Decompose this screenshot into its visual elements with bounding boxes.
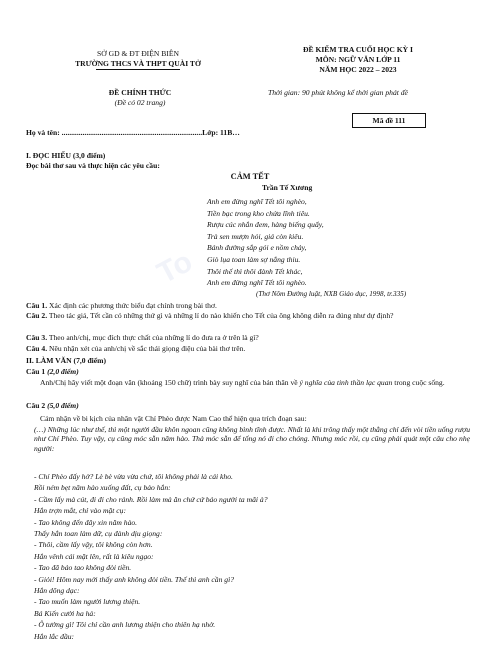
part2-q1-text-c: trong cuộc sống. [392,378,445,387]
poem-title: CẢM TẾT [230,172,270,181]
dialogue-line: Rồi ném bẹt năm hào xuống đất, cụ bảo hắn: [34,483,171,493]
part2-heading: II. LÀM VĂN (7,0 điểm) [26,356,107,365]
part2-q1-points: (2,0 điểm) [45,367,79,376]
dialogue-line: Hắn lắc đầu: [34,631,75,641]
part2-q2-points: (5,0 điểm) [45,401,79,410]
poem-source: (Thơ Nôm Đường luật, NXB Giáo dục, 1998, tr.335) [256,290,407,298]
poem-line: Bánh đường sắp gói e nồm chảy, [207,243,307,253]
question-2-label: Câu 2. [26,311,48,320]
poem-author: Trần Tế Xương [262,183,313,192]
dialogue-line: - Giỏi! Hôm nay mới thấy anh không đòi tiền. Thế thì anh cần gì? [34,574,234,584]
name-class-line: Họ và tên: ..........................................................................Lớp: 11B… [26,128,240,137]
question-3 [26,333,470,342]
pages-note: (Đề có 02 trang) [114,98,166,107]
official-label: ĐỀ CHÍNH THỨC [108,88,172,97]
part2-q1-heading [26,367,79,376]
dialogue-line: Hắn vênh cái mặt lên, rất là kiêu ngạo: [34,551,154,561]
poem-body [207,196,324,289]
dialogue-line: - Chí Phèo đấy hở? Lè bè vừa vừa chứ, tôi không phải là cái kho. [34,472,233,481]
exam-code-box: Mã đề 111 [352,113,426,128]
watermark: To [151,244,198,291]
part1-instruction: Đọc bài thơ sau và thực hiện các yêu cầu: [26,161,160,170]
poem-line: Anh em đừng nghĩ Tết tôi nghèo. [207,278,307,288]
part2-q1-text-b: ý nghĩa của tinh thần lạc quan [299,378,393,387]
dialogue-line: - Cầm lấy mà cút, đi đi cho rảnh. Rồi làm mà ăn chứ cứ báo người ta mãi à? [34,494,268,504]
part2-q1-text-a: Anh/Chị hãy viết một đoạn văn (khoảng 150 chữ) trình bày suy nghĩ của bản thân về [40,378,300,387]
question-1 [26,301,470,310]
question-1-text: Xác định các phương thức biểu đạt chính trong bài thơ. [47,301,217,310]
poem-line: Giò lụa toan làm sợ nắng thiu. [207,254,301,264]
question-4-text: Nêu nhận xét của anh/chị về sắc thái giọng điệu của bài thơ trên. [47,344,246,353]
poem-line: Rượu cúc nhắn đem, hàng biếng quẩy, [207,220,324,230]
excerpt-dialogue [34,471,268,642]
school-underline [96,69,180,70]
question-2-text: Theo tác giả, Tết cần có những thứ gì và những lí do nào khiến cho Tết của ông không diễn ra đúng như dự định? [47,311,394,320]
question-1-label: Câu 1. [26,301,48,310]
part2-q2-text: Cảm nhận về bi kịch của nhân vật Chí Phèo được Nam Cao thể hiện qua trích đoạn sau: [40,414,307,423]
part1-heading: I. ĐỌC HIỂU (3,0 điểm) [26,151,106,160]
exam-subject: MÔN: NGỮ VĂN LỚP 11 [315,55,401,64]
dept-name: SỞ GD & ĐT ĐIỆN BIÊN [97,49,179,58]
question-3-text: Theo anh/chị, mục đích thực chất của những lí do đưa ra ở trên là gì? [47,333,259,342]
dialogue-line: Bá Kiến cười ha hả: [34,608,96,618]
dialogue-line: - Tao muốn làm người lương thiện. [34,597,141,607]
question-2 [26,311,470,320]
dialogue-line: - Tao đã bảo tao không đòi tiền. [34,563,132,573]
part2-q1-label: Câu 1 [26,367,46,376]
part2-q2-label: Câu 2 [26,401,46,410]
dialogue-line: Hắn dõng dạc: [34,586,80,596]
part2-q1-body [26,378,470,387]
dialogue-line: - Thôi, cầm lấy vậy, tôi không còn hơn. [34,540,153,550]
dialogue-line: Thấy hắn toan làm dữ, cụ đành dịu giọng: [34,529,163,539]
exam-title: ĐỀ KIỂM TRA CUỐI HỌC KỲ I [303,45,413,54]
excerpt-intro: (…) Những lúc như thế, thì một người đầu khôn ngoan cũng không bình tĩnh được. Nhất là khi trông thấy một thằng chỉ đến vòi tiền uống rượu như Chí Phèo. Tuy vậy, cụ cũng móc sẵn năm hào. Thà móc sẵn để tống nó đi cho chóng. Nhưng móc rồi, cụ cũng phải quát một câu cho nhẹ người: [34,425,470,453]
dialogue-line: - Tao không đến đây xin năm hào. [34,517,138,527]
exam-year: NĂM HỌC 2022 – 2023 [319,65,397,74]
poem-line: Thôi thế thì thôi đành Tết khác, [207,266,303,276]
poem-line: Trà sen mượn hỏi, giá còn kiêu. [207,231,304,241]
dialogue-line: Hắn trợn mắt, chỉ vào mặt cụ: [34,506,127,516]
question-3-label: Câu 3. [26,333,48,342]
school-name: TRƯỜNG THCS VÀ THPT QUÀI TỞ [75,59,201,68]
dialogue-line: - Ô tưởng gì! Tôi chỉ cần anh lương thiện cho thiên hạ nhờ. [34,620,216,630]
poem-line: Tiền bạc trong kho chửa lĩnh tiêu. [207,208,310,218]
poem-line: Anh em đừng nghĩ Tết tôi nghèo, [207,197,307,206]
exam-time: Thời gian: 90 phút không kể thời gian phát đề [268,88,408,97]
question-4-label: Câu 4. [26,344,48,353]
question-4 [26,344,470,353]
part2-q2-heading [26,401,79,410]
